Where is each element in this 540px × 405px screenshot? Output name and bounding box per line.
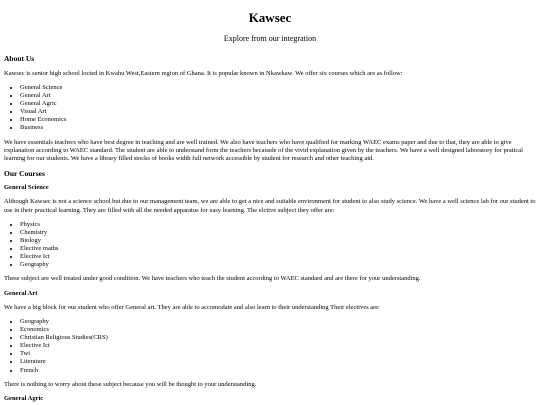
list-item: • Biology	[20, 237, 536, 245]
general-science-outro: These subject are well treated under good condition. We have teachers who teach the student according to WAEC standard and are there for your understanding.	[4, 275, 421, 283]
list-item: • French	[20, 367, 536, 375]
list-item: • Business	[20, 124, 536, 132]
list-item: • Chemistry	[20, 229, 536, 237]
list-item: • Home Economics	[20, 116, 536, 124]
list-item: • Elective Ict	[20, 342, 536, 350]
general-science-subjects	[4, 221, 536, 270]
list-item: • Twi	[20, 350, 536, 358]
general-art-outro: There is nothing to worry about these subject because you will be thought to your understanding.	[4, 380, 257, 388]
courses-list	[4, 84, 536, 133]
site-title: Kawsec	[248, 10, 292, 25]
list-item: • Visual Art	[20, 108, 536, 116]
list-item: • Economics	[20, 326, 536, 334]
list-item: • Physics	[20, 221, 536, 229]
general-science-heading: General Science	[4, 184, 49, 192]
site-subtitle: Explore from our integration	[223, 34, 317, 44]
list-item: • Elective maths	[20, 245, 536, 253]
list-item: • General Science	[20, 84, 536, 92]
teachers-paragraph: We have essentials teachers who have best degree in teaching and are well trained. We also have teachers who have qualified for marking WAEC exams paper and due to that, they are able to give explanation according to WAEC standard. The student are able to understand form the teachers becausde of the vivid explanation given by the teachers. We have a well designed laboratory for pratical learning for our students. We have a library filled stocks of books width full network accessible by student for research and other teaching aid.	[4, 138, 523, 162]
general-science-intro: Although Kawsec is not a science school but due to our management team, we are able to get a nice and suitable environment for student to also study science. We have a well science lab for our student to use in their practical learning. They are filled with all the needed apparatus for easy learning. The elctive subject they offer are:	[4, 198, 536, 214]
general-art-heading: General Art	[4, 289, 38, 297]
about-section	[4, 54, 536, 163]
list-item: • Geography	[20, 261, 536, 269]
general-art-subjects	[4, 318, 536, 375]
list-item: • Christian Religious Studies(CRS)	[20, 334, 536, 342]
general-agric-heading: General Agric	[4, 394, 44, 402]
our-courses-heading: Our Courses	[4, 168, 45, 178]
list-item: • Literature	[20, 358, 536, 366]
list-item: • Elective Ict	[20, 253, 536, 261]
general-art-intro: We have a big block for our student who offer General art. They are able to accomodate and also learn to their understanding Their electives are:	[4, 303, 380, 311]
our-courses-section	[4, 169, 536, 403]
about-intro: Kawsec is senior high school locted in Kwahu West,Eastern region of Ghana. It is popular known in Nkawkaw. We offer six courses which are as follow:	[4, 69, 403, 77]
about-heading: About Us	[4, 54, 35, 64]
list-item: • Geography	[20, 318, 536, 326]
list-item: • General Agric	[20, 100, 536, 108]
list-item: • General Art	[20, 92, 536, 100]
